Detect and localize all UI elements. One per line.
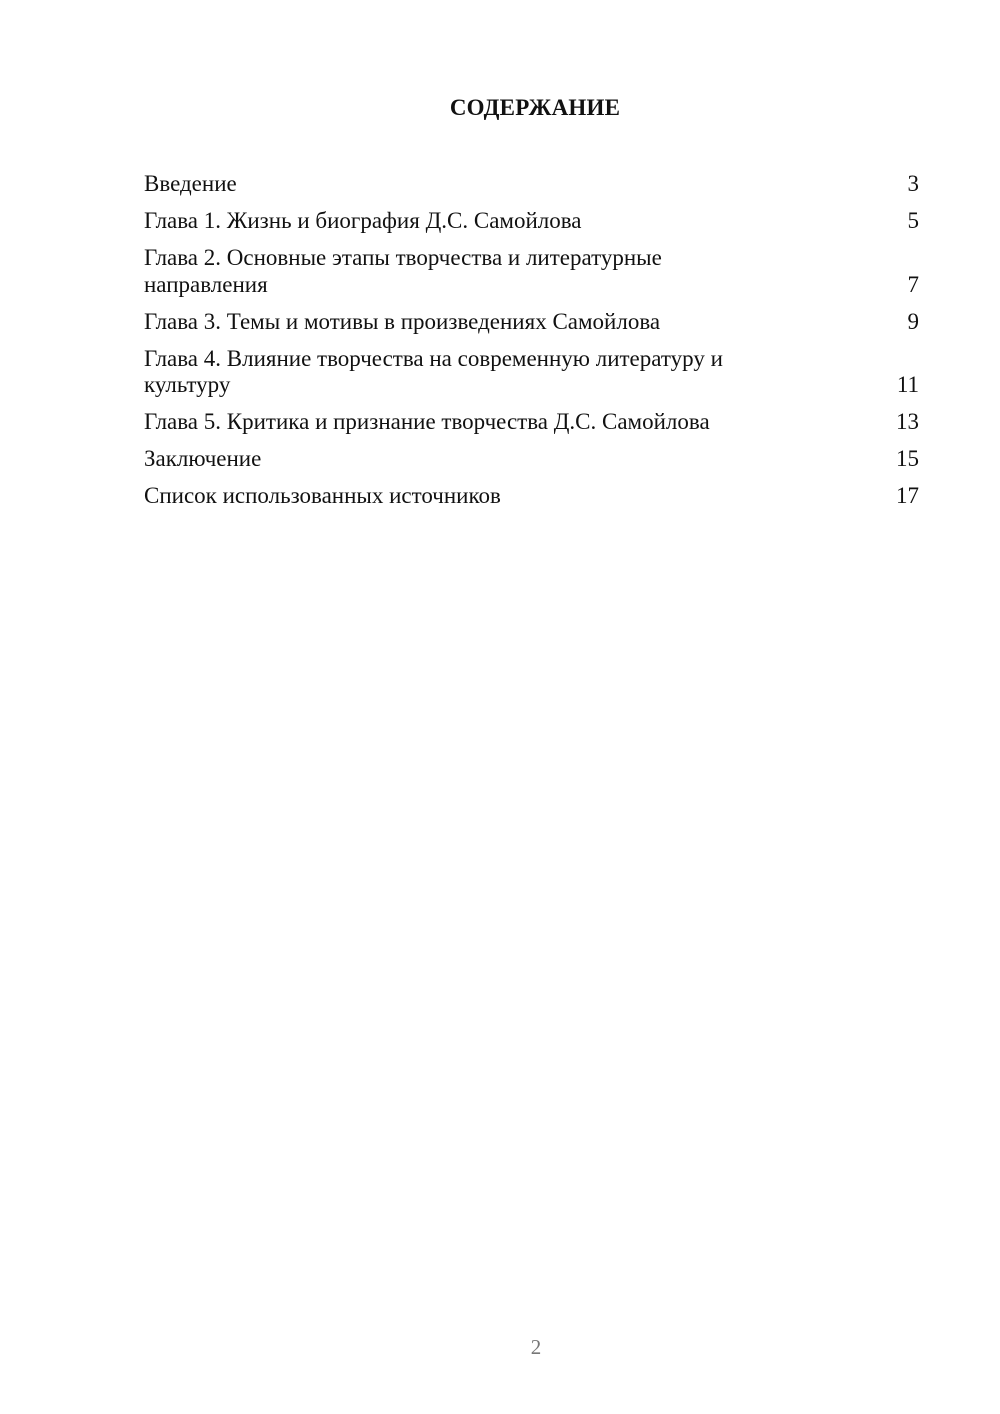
toc-entry xyxy=(144,409,919,436)
toc-entry-title: Глава 3. Темы и мотивы в произведениях Самойлова xyxy=(144,308,661,334)
toc-entry xyxy=(144,483,919,510)
toc-entry-page: 5 xyxy=(907,208,919,233)
toc-entry xyxy=(144,446,919,473)
toc-entry-title: Заключение xyxy=(144,446,262,471)
toc-entry-page: 7 xyxy=(907,271,919,297)
toc-entry-title: Глава 4. Влияние творчества на современную литературу и культуру xyxy=(144,345,723,397)
toc-entry xyxy=(144,245,919,298)
toc-entry-title: Глава 5. Критика и признание творчества Д.С. Самойлова xyxy=(144,409,710,434)
toc-entry-page: 17 xyxy=(896,483,919,508)
page-number: 2 xyxy=(530,1335,542,1359)
toc-entry-title: Глава 2. Основные этапы творчества и литературные направления xyxy=(144,245,662,297)
toc-entry xyxy=(144,171,919,198)
page-title: СОДЕРЖАНИЕ xyxy=(449,95,621,120)
toc-entry-title: Глава 1. Жизнь и биография Д.С. Самойлова xyxy=(144,208,582,233)
toc-entry-page: 11 xyxy=(896,372,919,397)
toc-entry-page: 13 xyxy=(896,409,919,434)
toc-entry xyxy=(144,309,919,336)
toc-entry-page: 15 xyxy=(896,446,919,471)
toc-entry xyxy=(144,346,919,399)
toc-entry-title: Введение xyxy=(144,171,237,196)
toc-entry-title: Список использованных источников xyxy=(144,483,501,508)
toc-entry-page: 9 xyxy=(907,308,919,334)
toc-entry-page: 3 xyxy=(907,171,919,196)
table-of-contents xyxy=(144,171,919,520)
toc-entry xyxy=(144,208,919,235)
